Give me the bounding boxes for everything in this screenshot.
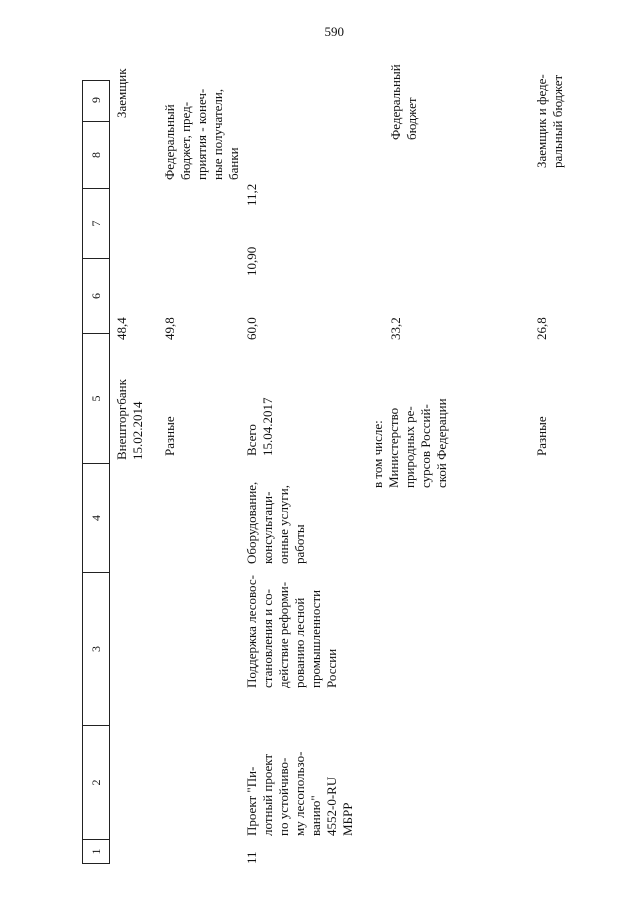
- header-col-6: 6: [83, 258, 109, 333]
- row3-col3: Поддержка лесовос- становления и со- действие реформи- рованию лесной промышленности России: [244, 575, 339, 688]
- header-col-2: 2: [83, 725, 109, 839]
- row5-col6: 26,8: [534, 317, 549, 340]
- header-col-8: 8: [83, 121, 109, 188]
- row3-col4: Оборудование, консультаци- онные услуги, работы: [244, 481, 307, 564]
- row5-col9: Заемщик и феде- ральный бюджет: [534, 74, 565, 168]
- row1-col5: Внешторгбанк 15.02.2014: [114, 379, 145, 460]
- header-col-3: 3: [83, 572, 109, 725]
- row3-col2: Проект "Пи- лотный проект по устойчиво- му лесопользо- ванию" 4552-0-RU МБРР: [244, 751, 355, 836]
- row3-col1: 11: [244, 851, 259, 864]
- page-number: 590: [324, 24, 344, 39]
- header-col-4: 4: [83, 463, 109, 572]
- header-col-5: 5: [83, 333, 109, 463]
- row3-col6: 60,0: [244, 317, 259, 340]
- row1-col9: Заемщик: [114, 68, 129, 118]
- header-col-9: 9: [88, 97, 103, 103]
- row3-col5: Всего 15.04.2017: [244, 397, 275, 456]
- row2-col5: Разные: [162, 416, 177, 456]
- row3-col8: 11,2: [244, 183, 259, 206]
- row2-col6: 49,8: [162, 317, 177, 340]
- table-header-row: [82, 80, 110, 864]
- row1-col6: 48,4: [114, 317, 129, 340]
- row3-col7: 10,90: [244, 246, 259, 276]
- row4-col9: Федеральный бюджет: [388, 64, 419, 140]
- row4-col5: в том числе: Министерство природных ре- сурсов Россий- ской Федерации: [370, 398, 449, 488]
- header-col-7: 7: [83, 188, 109, 258]
- header-col-1: 1: [83, 839, 109, 863]
- row4-col6: 33,2: [388, 317, 403, 340]
- row2-col9: Федеральный бюджет, пред- приятия - конеч- ные получатели, банки: [162, 88, 241, 180]
- row5-col5: Разные: [534, 416, 549, 456]
